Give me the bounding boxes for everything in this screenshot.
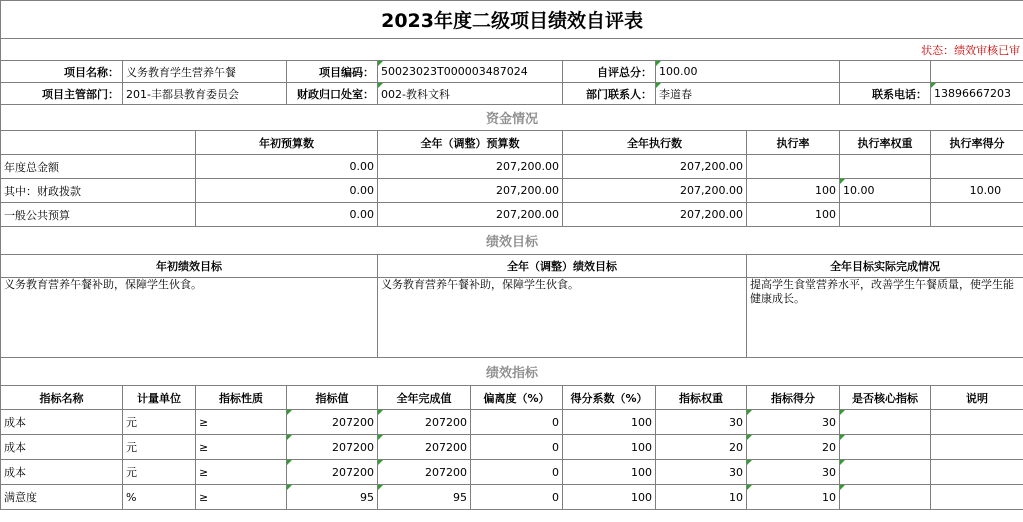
ind-deviation[interactable]: 0: [471, 485, 563, 510]
ind-core[interactable]: [840, 410, 931, 435]
contact-label: 部门联系人：: [563, 83, 656, 105]
indicator-row: [1, 485, 1023, 510]
indicator-row: [1, 410, 1023, 435]
funds-header-blank: [1, 131, 196, 155]
ind-unit[interactable]: 元: [123, 435, 196, 460]
status-text: 状态：绩效审核已审: [1, 39, 1023, 61]
indicator-row: [1, 435, 1023, 460]
ind-score[interactable]: 10: [747, 485, 840, 510]
project-name-value[interactable]: 义务教育学生营养午餐: [123, 61, 287, 83]
ind-name[interactable]: 满意度: [1, 485, 123, 510]
funds-row-rate[interactable]: 100: [747, 203, 840, 227]
funds-row-budget[interactable]: 0.00: [196, 179, 378, 203]
funds-row-weight[interactable]: [840, 203, 931, 227]
funds-row-name: 一般公共预算: [1, 203, 196, 227]
ind-header-score: 指标得分: [747, 386, 840, 410]
ind-note[interactable]: [931, 410, 1023, 435]
empty-cell: [931, 61, 1023, 83]
ind-target[interactable]: 207200: [287, 460, 378, 485]
goal-initial-text[interactable]: 义务教育营养午餐补助，保障学生伙食。: [1, 278, 378, 358]
funds-header-rate: 执行率: [747, 131, 840, 155]
ind-header-deviation: 偏离度（%）: [471, 386, 563, 410]
funds-row-weight[interactable]: 10.00: [840, 179, 931, 203]
funds-row-name: 年度总金额: [1, 155, 196, 179]
ind-unit[interactable]: %: [123, 485, 196, 510]
ind-header-unit: 计量单位: [123, 386, 196, 410]
ind-header-target: 指标值: [287, 386, 378, 410]
ind-core[interactable]: [840, 485, 931, 510]
funds-header-weight: 执行率权重: [840, 131, 931, 155]
funds-row-executed[interactable]: 207,200.00: [563, 203, 747, 227]
funds-row-rate[interactable]: [747, 155, 840, 179]
ind-nature[interactable]: ≥: [196, 435, 287, 460]
funds-header-executed: 全年执行数: [563, 131, 747, 155]
page-title: 2023年度二级项目绩效自评表: [1, 1, 1023, 39]
funds-row-weight[interactable]: [840, 155, 931, 179]
ind-coef[interactable]: 100: [563, 435, 656, 460]
ind-nature[interactable]: ≥: [196, 460, 287, 485]
phone-label: 联系电话：: [840, 83, 931, 105]
funds-section-title: 资金情况: [1, 105, 1023, 131]
contact-value[interactable]: 李道春: [656, 83, 840, 105]
ind-score[interactable]: 30: [747, 460, 840, 485]
indicators-section-title: 绩效指标: [1, 358, 1023, 386]
funds-row-rate[interactable]: 100: [747, 179, 840, 203]
ind-header-core: 是否核心指标: [840, 386, 931, 410]
goals-header-adjusted: 全年（调整）绩效目标: [378, 255, 747, 278]
ind-core[interactable]: [840, 460, 931, 485]
ind-actual[interactable]: 95: [378, 485, 471, 510]
project-name-label: 项目名称：: [1, 61, 123, 83]
funds-row-budget[interactable]: 0.00: [196, 203, 378, 227]
ind-deviation[interactable]: 0: [471, 410, 563, 435]
ind-target[interactable]: 95: [287, 485, 378, 510]
ind-note[interactable]: [931, 485, 1023, 510]
ind-note[interactable]: [931, 435, 1023, 460]
ind-score[interactable]: 20: [747, 435, 840, 460]
finance-label: 财政归口处室：: [287, 83, 378, 105]
funds-row-score[interactable]: [931, 203, 1023, 227]
ind-actual[interactable]: 207200: [378, 435, 471, 460]
goal-actual-text[interactable]: 提高学生食堂营养水平，改善学生午餐质量，使学生能健康成长。: [747, 278, 1023, 358]
funds-row-budget[interactable]: 0.00: [196, 155, 378, 179]
phone-value[interactable]: 13896667203: [931, 83, 1023, 105]
funds-row-executed[interactable]: 207,200.00: [563, 179, 747, 203]
funds-row-score[interactable]: [931, 155, 1023, 179]
funds-row-adjusted[interactable]: 207,200.00: [378, 203, 563, 227]
funds-row: [1, 155, 1023, 179]
ind-header-nature: 指标性质: [196, 386, 287, 410]
empty-cell: [840, 61, 931, 83]
goals-header-initial: 年初绩效目标: [1, 255, 378, 278]
funds-row-adjusted[interactable]: 207,200.00: [378, 179, 563, 203]
ind-actual[interactable]: 207200: [378, 460, 471, 485]
ind-weight[interactable]: 30: [656, 460, 747, 485]
finance-value[interactable]: 002-教科文科: [378, 83, 563, 105]
ind-unit[interactable]: 元: [123, 460, 196, 485]
ind-coef[interactable]: 100: [563, 410, 656, 435]
dept-value[interactable]: 201-丰都县教育委员会: [123, 83, 287, 105]
goal-adjusted-text[interactable]: 义务教育营养午餐补助，保障学生伙食。: [378, 278, 747, 358]
score-label: 自评总分：: [563, 61, 656, 83]
ind-weight[interactable]: 30: [656, 410, 747, 435]
goals-section-title: 绩效目标: [1, 227, 1023, 255]
ind-nature[interactable]: ≥: [196, 410, 287, 435]
ind-name[interactable]: 成本: [1, 460, 123, 485]
funds-header-adjusted: 全年（调整）预算数: [378, 131, 563, 155]
funds-header-score: 执行率得分: [931, 131, 1023, 155]
score-value[interactable]: 100.00: [656, 61, 840, 83]
ind-header-coef: 得分系数（%）: [563, 386, 656, 410]
ind-note[interactable]: [931, 460, 1023, 485]
ind-name[interactable]: 成本: [1, 435, 123, 460]
ind-header-actual: 全年完成值: [378, 386, 471, 410]
goals-header-actual: 全年目标实际完成情况: [747, 255, 1023, 278]
ind-actual[interactable]: 207200: [378, 410, 471, 435]
funds-row: [1, 179, 1023, 203]
ind-weight[interactable]: 20: [656, 435, 747, 460]
project-code-label: 项目编码：: [287, 61, 378, 83]
ind-coef[interactable]: 100: [563, 485, 656, 510]
ind-core[interactable]: [840, 435, 931, 460]
ind-unit[interactable]: 元: [123, 410, 196, 435]
ind-header-name: 指标名称: [1, 386, 123, 410]
ind-header-note: 说明: [931, 386, 1023, 410]
ind-header-weight: 指标权重: [656, 386, 747, 410]
funds-row-name: 其中：财政拨款: [1, 179, 196, 203]
ind-nature[interactable]: ≥: [196, 485, 287, 510]
ind-target[interactable]: 207200: [287, 435, 378, 460]
ind-score[interactable]: 30: [747, 410, 840, 435]
dept-label: 项目主管部门：: [1, 83, 123, 105]
ind-target[interactable]: 207200: [287, 410, 378, 435]
ind-deviation[interactable]: 0: [471, 460, 563, 485]
funds-row: [1, 203, 1023, 227]
funds-header-budget: 年初预算数: [196, 131, 378, 155]
project-code-value[interactable]: 50023023T000003487024: [378, 61, 563, 83]
ind-name[interactable]: 成本: [1, 410, 123, 435]
funds-row-score[interactable]: 10.00: [931, 179, 1023, 203]
ind-weight[interactable]: 10: [656, 485, 747, 510]
ind-deviation[interactable]: 0: [471, 435, 563, 460]
funds-row-adjusted[interactable]: 207,200.00: [378, 155, 563, 179]
indicator-row: [1, 460, 1023, 485]
funds-row-executed[interactable]: 207,200.00: [563, 155, 747, 179]
ind-coef[interactable]: 100: [563, 460, 656, 485]
